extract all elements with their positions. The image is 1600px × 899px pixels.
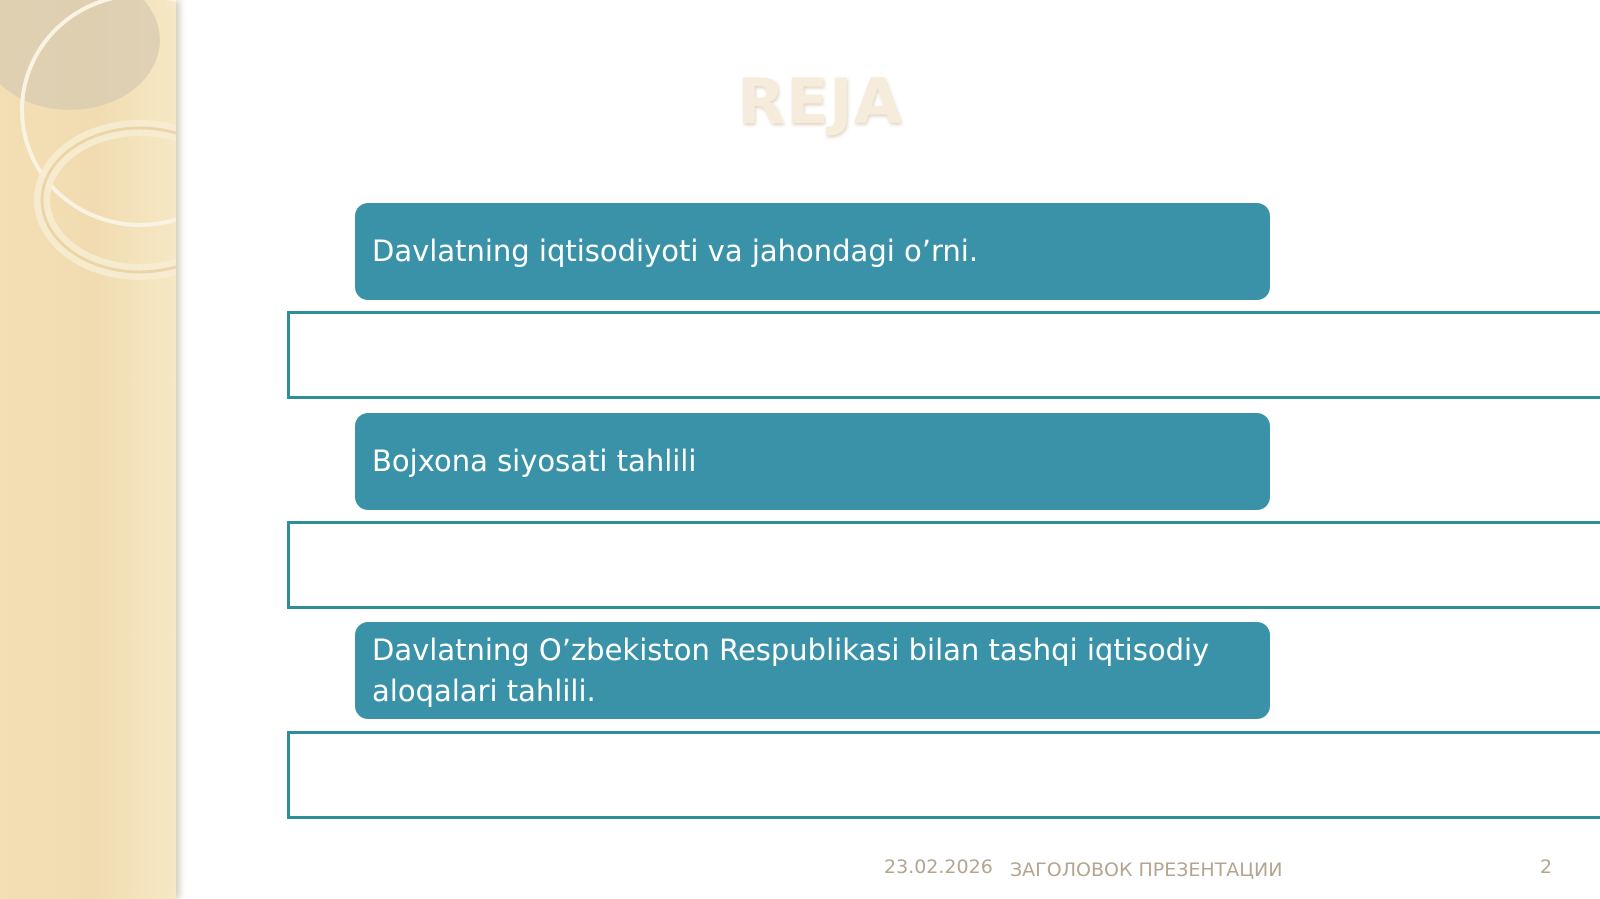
plan-item-1: Davlatning iqtisodiyoti va jahondagi o’rni. [355, 203, 1270, 300]
slide-number: 2 [1540, 856, 1553, 878]
side-decor-band [0, 0, 176, 899]
plan-item-3: Davlatning O’zbekiston Respublikasi bilan tashqi iqtisodiy aloqalari tahlili. [355, 622, 1270, 719]
plan-item-2: Bojxona siyosati tahlili [355, 413, 1270, 510]
empty-text-box-3[interactable] [287, 731, 1600, 819]
footer-date: 23.02.2026 [884, 856, 993, 878]
swirl-rings-decoration [0, 0, 176, 320]
slide-title: REJA [737, 65, 903, 138]
empty-text-box-1[interactable] [287, 311, 1600, 399]
footer-title: ЗАГОЛОВОК ПРЕЗЕНТАЦИИ [1010, 859, 1283, 881]
empty-text-box-2[interactable] [287, 521, 1600, 609]
